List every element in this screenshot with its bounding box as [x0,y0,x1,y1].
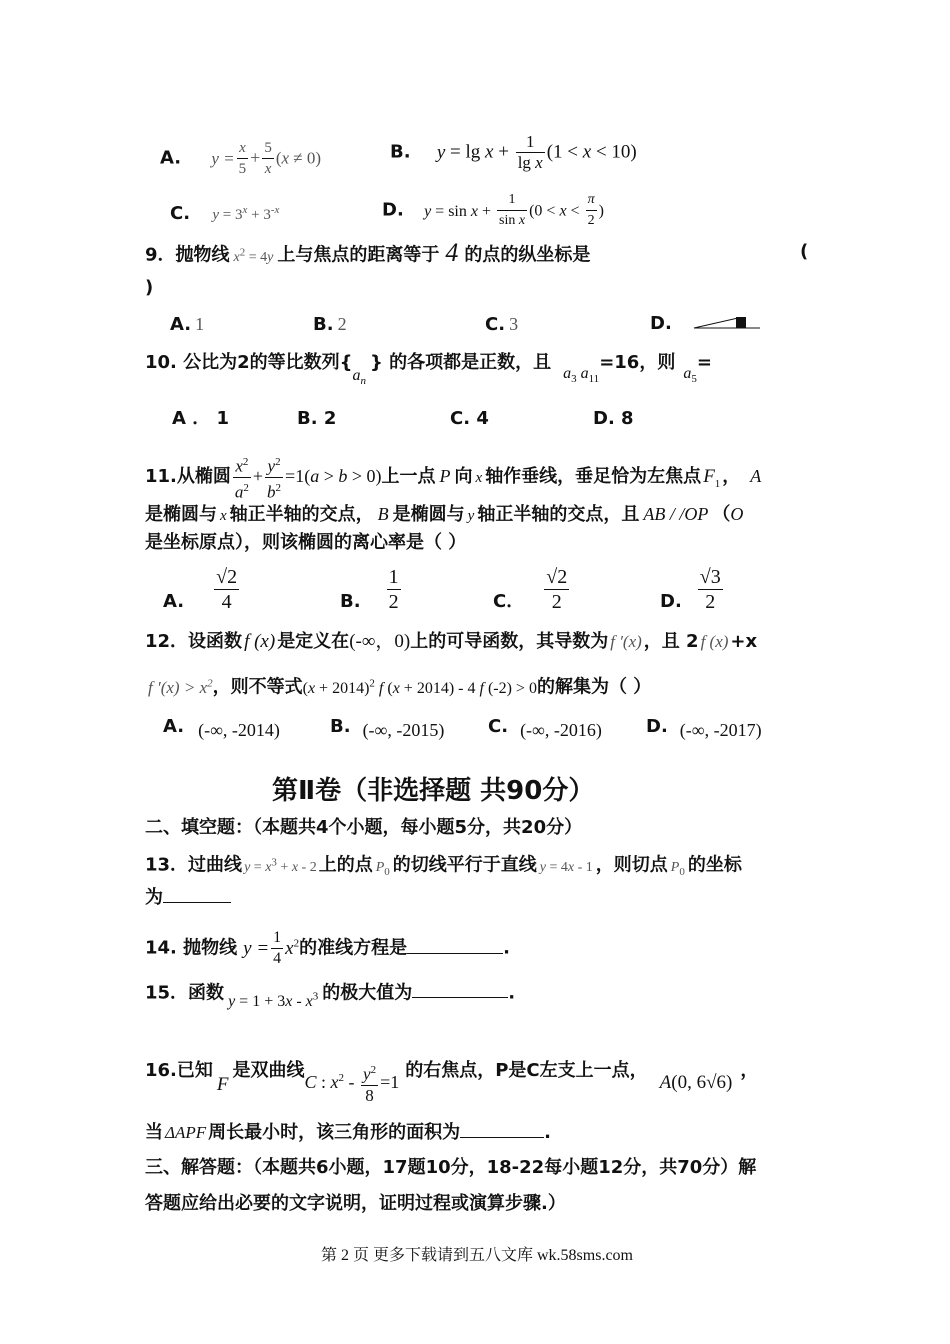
q16-mid: 是双曲线 [232,1059,305,1081]
q12-line2: f $'(x) > x^2$，则不等式$(x + 2014)^2$ f (x + 2014) - 4 f (-2) > 0的解集为（ ） [148,676,652,698]
q11-b-label: B. [340,590,361,612]
q11-y: y [467,508,475,524]
q14-post: 的准线方程是 [299,937,408,959]
q11-l2-mid2: 是椭圆与 [392,504,465,525]
q11-line1: 11.从椭圆 $\frac{x^2}{a^2}$ + $\frac{y^2}{b^2}$ =1(a > b > 0)上一点 P 向 x 轴作垂线，垂足恰为左焦点 $F_1$ ， A [145,452,761,502]
q8-b-label: B. [390,141,411,163]
q15-end: . [508,982,516,1004]
q12-c-label: C. [488,716,509,737]
q11-l1-mid3: 轴作垂线，垂足恰为左焦点 [485,466,702,488]
q13-line2 [145,884,231,910]
q11-c-label: C． [493,590,525,612]
q13-line1: 13．过曲线 $y = x^3 + x - 2$ 上的点 $P_0$ 的切线平行于直线 y = 4x - 1 ，则切点 $P_0$ 的坐标 [145,854,742,878]
q16-l2-mid: 周长最小时，该三角形的面积为 [208,1122,461,1143]
q11-l2-mid: 轴正半轴的交点， [229,504,374,525]
q15: 15．函数 $y = 1 + 3x - x^3$ 的极大值为 . [145,977,515,1006]
q9-c-label: C. [485,314,506,335]
solve-line1: 三、解答题：（本题共6小题，17题10分，18-22每小题12分，共70分）解 [145,1157,757,1178]
q9-d-label: D. [650,313,672,334]
q11-l1-end: ， [722,466,741,488]
q13-pre: 13．过曲线 [145,854,243,876]
q14-answer-blank[interactable] [407,935,503,954]
page-footer: 第 2 页 更多下载请到五八文库 wk.58sms.com [321,1247,634,1264]
q12-b-val: (-∞, -2015) [362,720,445,740]
q14-pre: 14. 抛物线 [145,937,238,959]
q10-stem-mid: } 的各项都是正数，且 [370,352,552,373]
q9-option-d [650,312,672,336]
q12-l2-mid: ，则不等式 [212,676,303,698]
q9-b-label: B. [313,314,334,335]
q10-option-a: A ． 1 [172,408,229,429]
q9-stem-pre: 9．抛物线 [145,244,230,266]
q9-value: 4 [445,237,459,267]
q13-mid3: ，则切点 [595,854,668,876]
q13-end: 的坐标 [687,854,742,876]
q12-fx2: f (x) [700,632,729,651]
q9-option-c [485,312,518,337]
q12-fx: f (x) [244,631,276,652]
q8-option-d: D. y = sin x + $\frac{1}{\text{sin x}}$ (0 < x < $\frac{\pi}{2}$ ) [382,192,604,228]
q10-option-b: B. 2 [297,408,337,429]
q16-mid2: 的右焦点，P是C左支上一点， [405,1059,648,1081]
q9-stem-post: 的点的纵坐标是 [464,244,591,266]
q11-O: O [730,504,744,524]
q12-a-label: A. [163,716,185,737]
q15-post: 的极大值为 [322,982,413,1004]
q12-d-label: D. [646,716,668,737]
q16-F: F [216,1073,229,1095]
q11-l2-pre: 是椭圆与 [145,504,217,525]
q14-eq-y: y = [243,937,270,959]
q11-x: x [475,470,483,487]
q13-mid2: 的切线平行于直线 [392,854,537,876]
q15-answer-blank[interactable] [412,979,508,998]
q12-l1-end: ，且 2 [643,631,699,652]
q13-answer-blank[interactable] [163,884,231,903]
q9-stem: 9．抛物线 $x^2 = 4y$ 上与焦点的距离等于 4 的点的纵坐标是 [145,237,591,267]
q10-option-d: D. 8 [593,408,634,429]
q11-line2 [145,502,743,528]
q12-l1-tail: +x [730,631,758,652]
q16-tri: ΔAPF [165,1123,207,1142]
q9-paren-open: ( [800,241,809,262]
q12-l1-pre: 12．设函数 [145,631,243,652]
q16-answer-blank[interactable] [460,1119,544,1138]
q12-option-a [163,714,280,739]
q14-end: . [503,937,510,959]
q11-l1-mid: 上一点 [381,466,436,488]
q11-l2-end: （ [712,504,731,525]
q8-c-label: C. [170,203,191,224]
q10-stem: 10. 公比为2的等比数列$\{a_n\}$ 的各项都是正数，且$a_3$ $a_{11}=16$，则$a_5=$ [145,352,712,388]
q9-option-b [313,312,347,337]
q12-domain: (-∞，0) [349,631,411,652]
q16-line2 [145,1119,551,1145]
q9-options [170,312,204,337]
fill-heading: 二、填空题：（本题共4个小题，每小题5分，共20分） [145,817,583,838]
q9-d-garbled-icon [692,314,762,332]
q12-l2-end: 的解集为（ ） [536,676,652,698]
q11-option-c: C． $\frac{√2}{2}$ [493,566,568,613]
q11-B: B [377,504,389,524]
solve-line2: 答题应给出必要的文字说明，证明过程或演算步骤.） [145,1193,566,1214]
q8-a-label: A. [160,147,182,169]
q11-A: A [750,466,762,487]
q9-b-val: 2 [337,314,347,334]
q12-option-c [488,714,602,739]
q16-l2-end: . [544,1122,551,1143]
q12-c-val: (-∞, -2016) [520,720,602,740]
q12-d-val: (-∞, -2017) [679,720,762,740]
q16-line1: 16.已知F是双曲线C : $x^2$ - $\frac{y^2}{8}$ =1的右焦点，P是C左支上一点，A(0, 6√6)， [145,1059,759,1105]
q11-option-d: D. $\frac{√3}{2}$ [660,566,721,613]
q12-line1 [145,630,757,654]
section2-title: 第Ⅱ卷（非选择题 共90分） [272,776,595,806]
q11-line3: 是坐标原点），则该椭圆的离心率是（ ） [145,532,467,553]
q12-a-val: (-∞, -2014) [198,720,280,740]
q15-pre: 15．函数 [145,982,225,1004]
q11-option-b: B. $\frac{1}{2}$ [340,566,399,613]
q12-fpx: f ′(x) [610,632,642,651]
q10-stem-eq: =16，则 [599,352,676,373]
q12-option-d [646,714,762,739]
q11-cond: AB / /OP [643,504,709,524]
q10-stem-end: = [696,352,712,373]
q11-d-label: D. [660,590,682,612]
q9-c-val: 3 [509,314,519,334]
q13-mid: 上的点 [318,854,373,876]
q12-l1-mid2: 上的可导函数，其导数为 [410,631,609,652]
q9-paren-close: ) [145,277,154,298]
q11-P: P [439,466,451,487]
q11-l1-mid2: 向 [454,466,473,488]
q10-option-c: C. 4 [450,408,489,429]
q8-option-a: A. y = $\frac{x}{5}$ + $\frac{5}{x}$ (x ≠ 0) [160,140,322,177]
q16-end: ， [740,1059,759,1081]
q11-l1-pre: 11.从椭圆 [145,466,231,488]
q11-option-a: A. $\frac{√2}{4}$ [163,566,238,613]
q11-x2: x [220,508,227,524]
q16-l2-pre: 当 [145,1122,163,1143]
q8-option-b: B. y = lg x + $\frac{1}{\text{lg x}}$ (1 < x < 10) [390,132,637,172]
q13-l2: 为 [145,887,163,908]
q16-pre: 16.已知 [145,1059,213,1081]
q9-a-label: A. [170,314,192,335]
q8-d-label: D. [382,199,404,221]
q11-a-label: A. [163,590,185,612]
q11-l2-mid3: 轴正半轴的交点，且 [477,504,640,525]
q10-stem-pre: 10. 公比为2的等比数列{ [145,352,353,373]
q12-option-b [330,714,444,739]
q8-option-c: C. $y = 3^x + 3^{-x}$ [170,203,280,224]
q14: 14. 抛物线 y = $\frac{1}{4}$ $x^2$的准线方程是 . [145,929,510,967]
q9-a-val: 1 [195,314,205,334]
q12-l1-mid: 是定义在 [277,631,350,652]
q12-b-label: B. [330,716,351,737]
q9-stem-mid: 上与焦点的距离等于 [277,244,440,266]
